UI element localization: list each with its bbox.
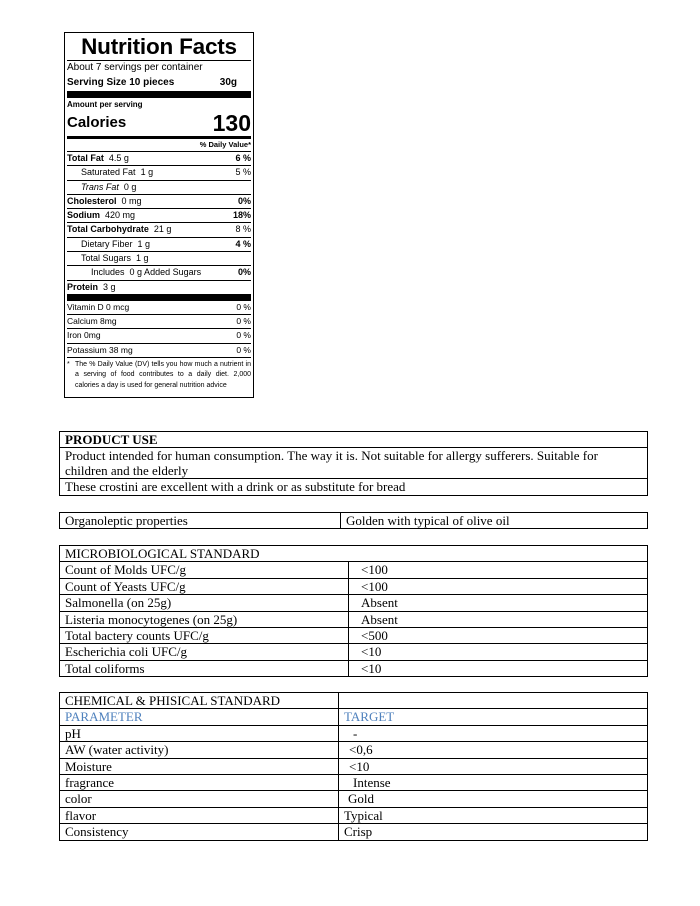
parameter-column-header: PARAMETER bbox=[60, 709, 339, 725]
amount-per-serving: Amount per serving bbox=[67, 100, 143, 109]
table-row: Count of Molds UFC/g <100 bbox=[60, 562, 648, 578]
vitamin-row-iron: Iron 0mg 0 % bbox=[67, 328, 251, 342]
table-row: Consistency Crisp bbox=[60, 824, 648, 840]
nutrient-row-added-sugars: Includes 0 g Added Sugars 0% bbox=[67, 265, 251, 279]
nutrient-row-trans-fat: Trans Fat 0 g bbox=[67, 180, 251, 194]
daily-value-footnote: * The % Daily Value (DV) tells you how much a nutrient in a serving of food contributes to a daily diet. 2,000 calories a day is used for general nutrition advice bbox=[67, 357, 251, 392]
nutrient-dv: 4 % bbox=[235, 238, 251, 249]
vitamin-row-potassium: Potassium 38 mg 0 % bbox=[67, 343, 251, 357]
nutrient-row-dietary-fiber: Dietary Fiber 1 g 4 % bbox=[67, 237, 251, 251]
serving-size-row bbox=[67, 75, 251, 91]
nutrient-row-sodium: Sodium 420 mg 18% bbox=[67, 208, 251, 222]
chemical-heading: CHEMICAL & PHISICAL STANDARD bbox=[60, 693, 339, 709]
table-row: Count of Yeasts UFC/g <100 bbox=[60, 578, 648, 594]
nutrient-dv: 8 % bbox=[235, 224, 251, 235]
nutrient-dv: 0% bbox=[237, 195, 251, 206]
organoleptic-label: Organoleptic properties bbox=[60, 513, 341, 529]
serving-size-value: 30g bbox=[219, 77, 237, 88]
calories-label: Calories bbox=[67, 114, 127, 131]
table-row: Moisture <10 bbox=[60, 758, 648, 774]
nutrition-title: Nutrition Facts bbox=[81, 34, 237, 59]
nutrient-row-total-carbohydrate: Total Carbohydrate 21 g 8 % bbox=[67, 222, 251, 236]
nutrient-row-saturated-fat: Saturated Fat 1 g 5 % bbox=[67, 165, 251, 179]
nutrient-dv: 5 % bbox=[235, 167, 251, 178]
product-use-description: Product intended for human consumption. The way it is. Not suitable for allergy sufferers. Suitable for children and the elderly bbox=[60, 448, 648, 479]
table-row: flavor Typical bbox=[60, 807, 648, 823]
nutrient-row-cholesterol: Cholesterol 0 mg 0% bbox=[67, 194, 251, 208]
product-use-serving-note: These crostini are excellent with a drink or as substitute for bread bbox=[60, 479, 648, 495]
nutrient-row-total-fat: Total Fat 4.5 g 6 % bbox=[67, 151, 251, 165]
target-column-header: TARGET bbox=[339, 709, 648, 725]
serving-size-label: Serving Size 10 pieces bbox=[67, 77, 175, 88]
chemical-physical-table bbox=[59, 692, 648, 841]
product-use-table bbox=[59, 431, 648, 496]
organoleptic-value: Golden with typical of olive oil bbox=[341, 513, 648, 529]
nutrient-dv: 0% bbox=[237, 267, 251, 278]
microbiological-table bbox=[59, 545, 648, 677]
calories-row bbox=[67, 110, 251, 136]
nutrient-row-total-sugars: Total Sugars 1 g bbox=[67, 251, 251, 265]
nutrition-facts-label bbox=[64, 32, 254, 398]
servings-per-container: About 7 servings per container bbox=[67, 62, 203, 73]
table-row: Total coliforms <10 bbox=[60, 660, 648, 676]
product-use-heading: PRODUCT USE bbox=[60, 432, 648, 448]
vitamin-row-calcium: Calcium 8mg 0 % bbox=[67, 314, 251, 328]
microbiological-heading: MICROBIOLOGICAL STANDARD bbox=[60, 546, 648, 562]
daily-value-header: % Daily Value* bbox=[199, 140, 251, 149]
vitamin-row-vitamin-d: Vitamin D 0 mcg 0 % bbox=[67, 301, 251, 312]
table-row: Salmonella (on 25g) Absent bbox=[60, 595, 648, 611]
table-row: AW (water activity) <0,6 bbox=[60, 742, 648, 758]
calories-value: 130 bbox=[212, 110, 251, 136]
table-row: Total bactery counts UFC/g <500 bbox=[60, 627, 648, 643]
table-row: Escherichia coli UFC/g <10 bbox=[60, 644, 648, 660]
nutrient-dv: 6 % bbox=[235, 153, 251, 163]
nutrient-row-protein: Protein 3 g bbox=[67, 280, 251, 294]
table-row: Listeria monocytogenes (on 25g) Absent bbox=[60, 611, 648, 627]
nutrient-dv: 18% bbox=[232, 210, 251, 221]
organoleptic-table bbox=[59, 512, 648, 529]
table-row: color Gold bbox=[60, 791, 648, 807]
table-row: fragrance Intense bbox=[60, 774, 648, 790]
table-row: pH - bbox=[60, 725, 648, 741]
